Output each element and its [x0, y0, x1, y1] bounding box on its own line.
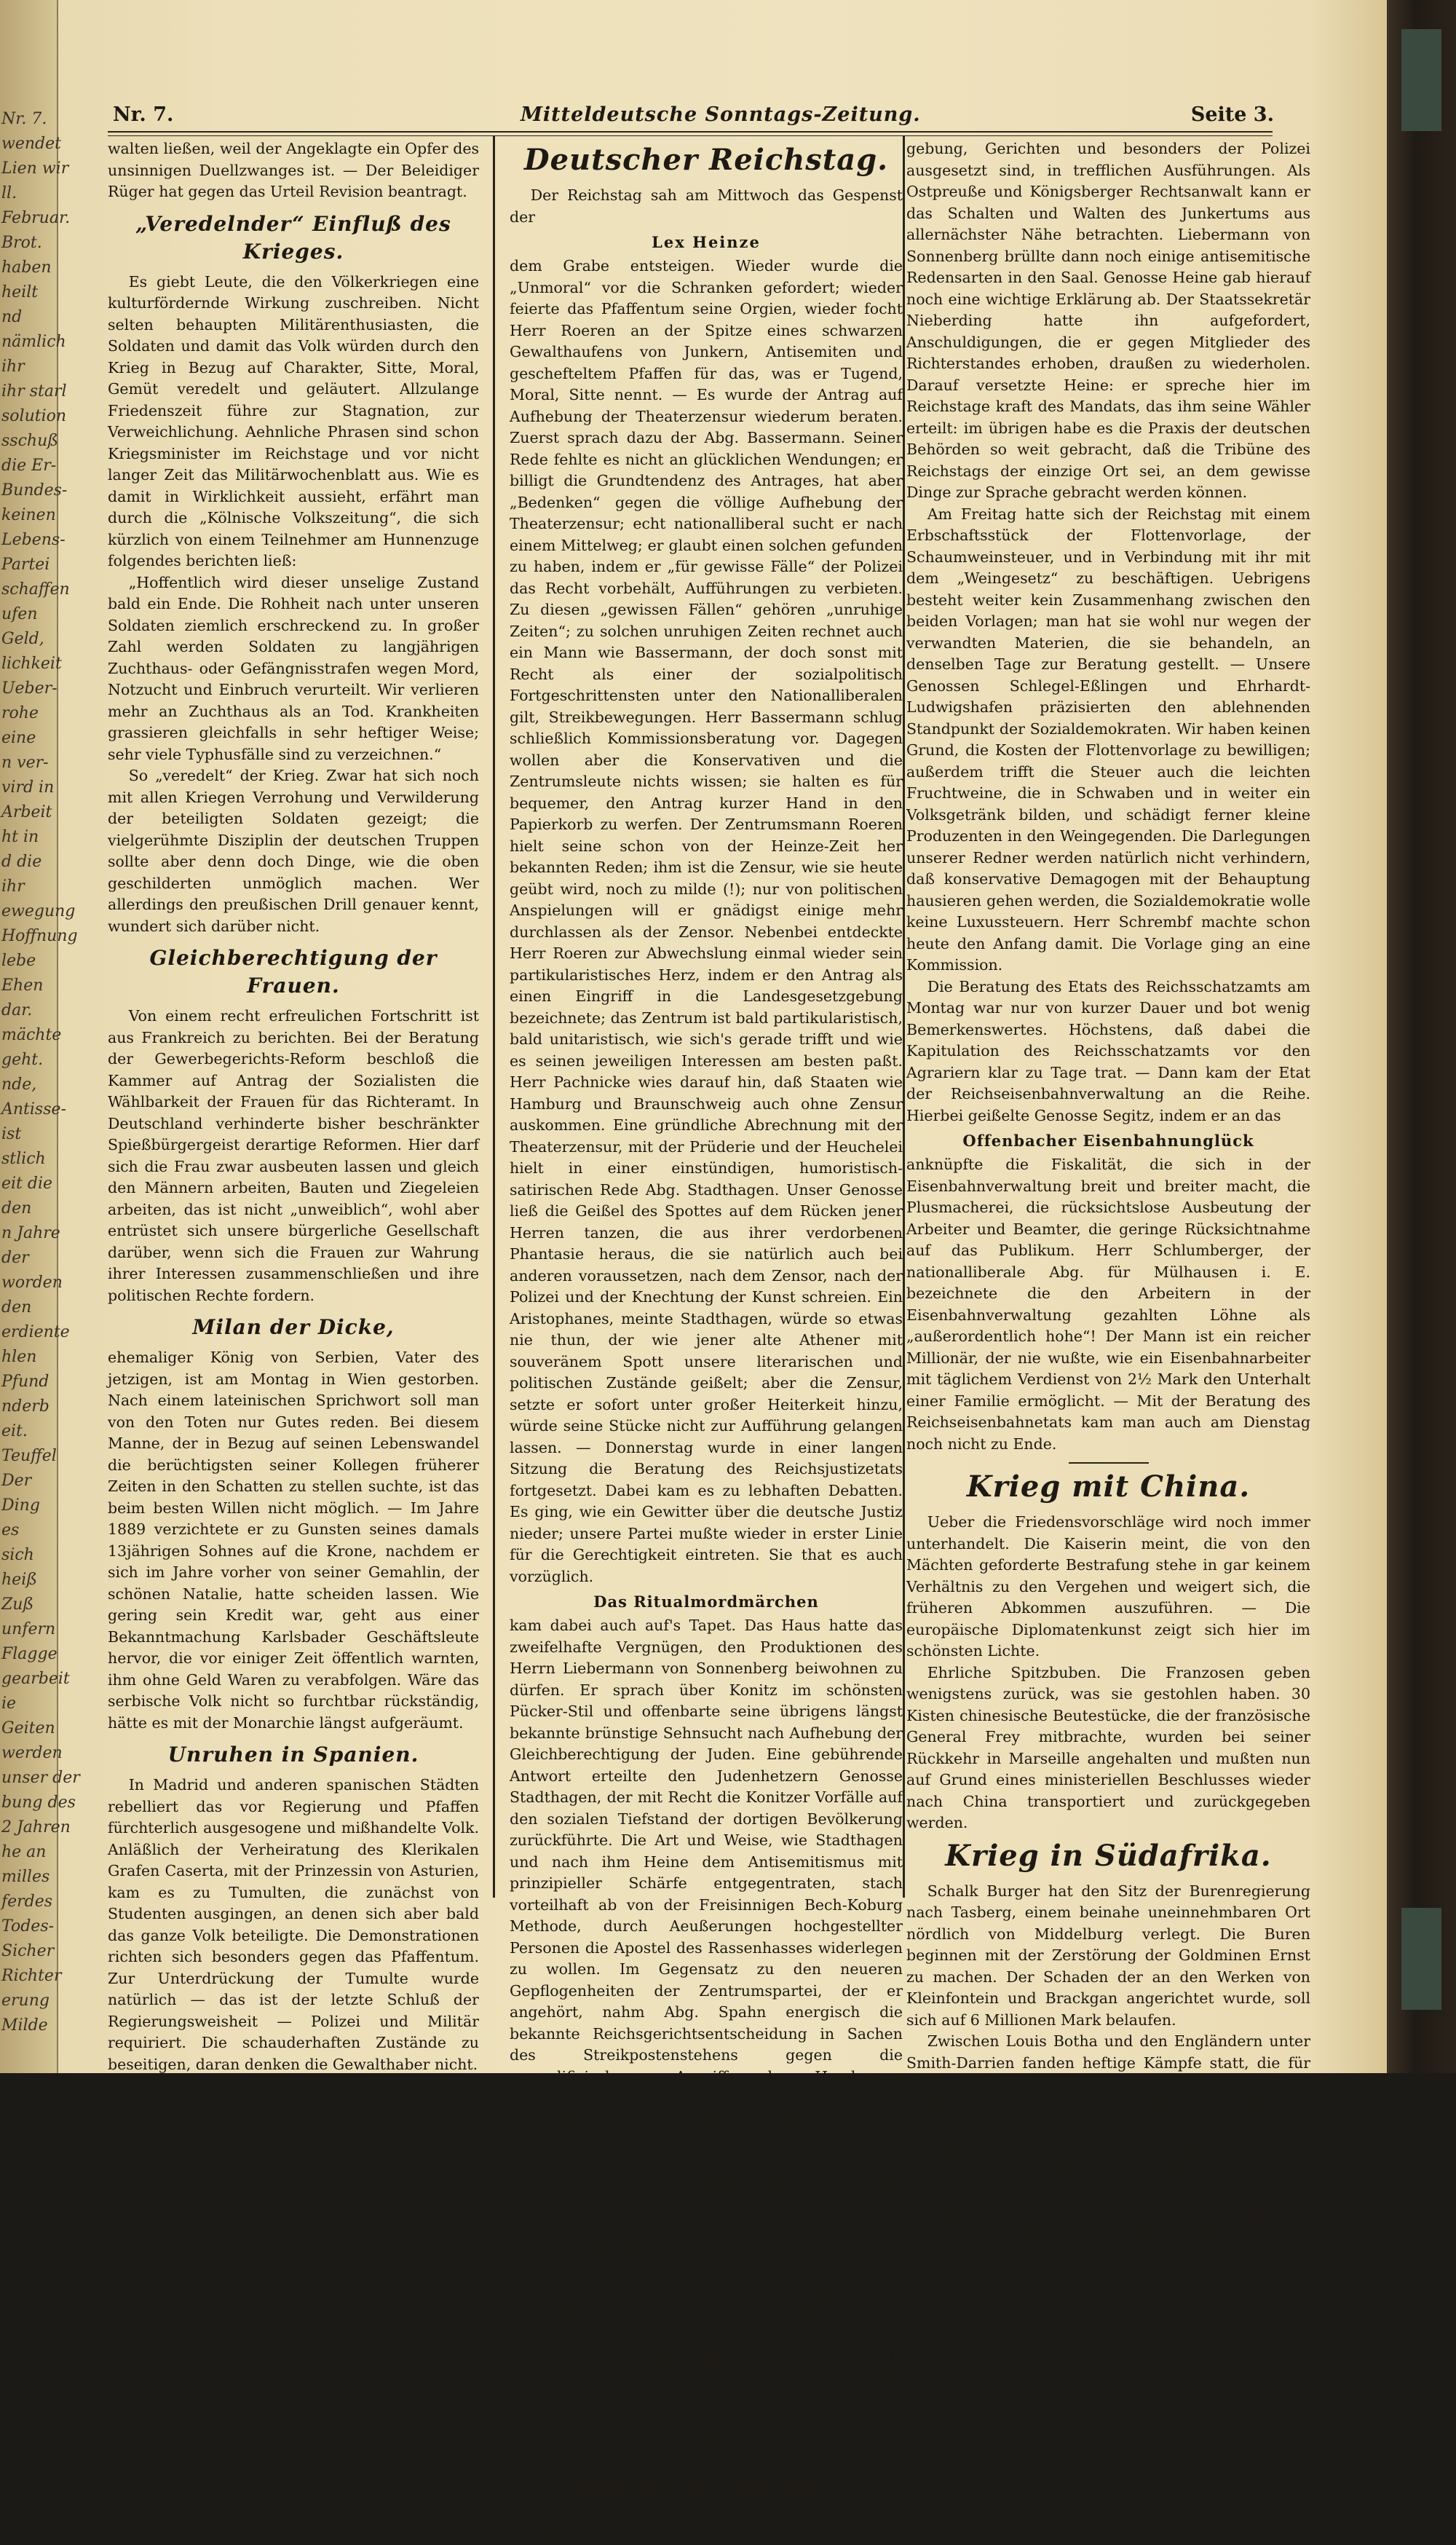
paragraph: gebung, Gerichten und besonders der Polizei ausgesetzt sind, in trefflichen Ausführungen. Als Ostpreuße und Königsberger Rechtsanwalt kann er das Schalten und Walten des Junkertums aus allernächster Nähe betrachten. Liebermann von Sonnenberg brüllte dann noch einige antisemitische Redensarten in den Saal. Genosse Heine gab hierauf noch eine wichtige Erklärung ab. Der Staatssekretär Nieberding hatte ihn aufgefordert, Anschuldigungen, die er gegen Mitglieder des Richterstandes erhoben, draußen zu wiederholen. Darauf versetzte Heine: er spreche hier im Reichstage kraft des Mandats, das ihm seine Wähler erteilt: im übrigen habe es die Praxis der deutschen Behörden so weit gebracht, daß die Tribüne des Reichstags der einzige Ort sei, an dem gewisse Dinge zur Sprache gebracht werden können.: [906, 140, 1310, 501]
margin-fragment: werden: [1, 1744, 63, 1762]
margin-fragment: Nr. 7.: [1, 110, 47, 128]
margin-fragment: ie: [1, 1694, 17, 1713]
paragraph: Am Freitag hatte sich der Reichstag mit einem Erbschaftsstück der Flottenvorlage, der Schaumweinsteuer, und in Verbindung mit ihr mit dem „Weingesetz“ zu beschäftigen. Uebrigens besteht weiter kein Zusammenhang zwischen den beiden Vorlagen; man hat sie wohl nur wegen der verwandten Materien, die sie behandeln, an denselben Tage zur Beratung gestellt. — Unsere Genossen Schlegel-Eßlingen und Ehrhardt-Ludwigshafen präzisierten den ablehnenden Standpunkt der Sozialdemokraten. Wir haben keinen Grund, die Kosten der Flottenvorlage zu bewilligen; außerdem trifft die Steuer auch die leichten Fruchtweine, die in Schwaben und in weiter ein Volksgetränk bilden, und schädigt ferner kleine Produzenten in den Weingegenden. Die Darlegungen unserer Redner werden natürlich nicht verhindern, daß konservative Demagogen mit der Behauptung hausieren gehen werden, die Sozialdemokratie wolle keine Luxussteuern. Herr Schrembf machte schon heute den Anfang damit. Die Vorlage ging an eine Kommission.: [906, 505, 1310, 974]
margin-fragment: vird in: [1, 778, 55, 797]
column-right: [906, 138, 1310, 2244]
margin-fragment: keinen: [1, 506, 56, 524]
margin-fragment: Geiten: [1, 1719, 55, 1737]
newspaper-title: Mitteldeutsche Sonntags-Zeitung.: [521, 103, 921, 126]
section-heading: Krieg in Südafrika.: [945, 1838, 1272, 1873]
margin-fragment: unfern: [1, 1620, 56, 1638]
margin-fragment: Februar.: [1, 209, 71, 227]
margin-fragment: mächte: [1, 1026, 62, 1044]
paragraph: Der Reichstag sah am Mittwoch das Gespenst der: [510, 186, 903, 226]
margin-fragment: den: [1, 1199, 32, 1218]
binding-band: [1401, 29, 1441, 131]
margin-fragment: ewegung: [1, 902, 76, 920]
page-number: Seite 3.: [1190, 103, 1274, 126]
margin-fragment: eine: [1, 729, 36, 747]
margin-fragment: ihr: [1, 877, 25, 896]
section-heading: Milan der Dicke,: [192, 1315, 395, 1339]
paragraph: ehemaliger König von Serbien, Vater des jetzigen, ist am Montag in Wien gestorben. Nach einem lateinischen Sprichwort soll man von den Toten nur Gutes reden. Bei diesem Manne, der in Bezug auf seinen Lebenswandel die berüchtigsten seiner Kollegen früherer Zeiten in den Schatten zu stellen suchte, ist das beim besten Willen nicht möglich. — Im Jahre 1889 verzichtete er zu Gunsten seines damals 13jährigen Sohnes auf die Krone, nachdem er sich im Jahre vorher von seiner Gemahlin, der schönen Natalie, hatte scheiden lassen. Wie gering sein Kredit war, geht aus einer Bekanntmachung Karlsbader Geschäftsleute hervor, die vor einiger Zeit öffentlich warnten, ihm ohne Geld Waren zu verabfolgen. Wäre das serbische Volk nicht so furchtbar rückständig, hätte es mit der Monarchie längst aufgeräumt.: [108, 1349, 479, 1732]
margin-fragment: Lebens-: [1, 531, 66, 549]
paragraph: Es giebt Leute, die den Völkerkriegen eine kulturfördernde Wirkung zuschreiben. Nicht selten behaupten Militärenthusiasten, die Soldaten und damit das Volk würden durch den Krieg in Bezug auf Charakter, Sitte, Moral, Gemüt veredelt und geläutert. Allzulange Friedenszeit führe zur Stagnation, zur Verweichlichung. Aehnliche Phrasen sind schon Kriegsminister im Reichstage und vor nicht langer Zeit das Militärwochenblatt aus. Wie es damit in Wirklichkeit aussieht, erfährt man durch die „Kölnische Volkszeitung“, die sich kürzlich von einem Teilnehmer am Hunnenzuge folgendes berichten ließ:: [108, 272, 479, 569]
column-divider: [903, 135, 905, 1898]
margin-fragment: eit die: [1, 1175, 53, 1193]
margin-fragment: Der: [1, 1472, 32, 1490]
paragraph: anknüpfte die Fiskalität, die sich in der Eisenbahnverwaltung breit und breiter macht, die Plusmacherei, die rücksichtslose Ausbeutung der Arbeiter und Beamter, die geringe Rücksichtnahme auf das Publikum. Herr Schlumberger, der nationalliberale Abg. für Mülhausen i. E. bezeichnete die den Arbeitern in der Eisenbahnverwaltung gezahlten Löhne als „außerordentlich hohe“! Der Mann ist ein reicher Millionär, der nie wußte, wie ein Eisenbahnarbeiter mit täglichem Verdienst von 2½ Mark den Unterhalt einer Familie ermöglicht. — Mit der Beratung des Reichseisenbahnetats kam man auch am Dienstag noch nicht zu Ende.: [906, 1156, 1310, 1453]
margin-fragment: den: [1, 1298, 32, 1317]
margin-fragment: Milde: [1, 2016, 48, 2035]
paragraph: ein, schilderte den furchtbaren Druck, dem sie von Gesetz-: [510, 2503, 903, 2543]
margin-fragment: erdiente: [1, 1323, 70, 1341]
margin-fragment: unser der: [1, 1769, 80, 1787]
margin-fragment: rohe: [1, 704, 39, 722]
margin-fragment: erung: [1, 1992, 50, 2010]
book-binding: [1387, 0, 1456, 2073]
margin-fragment: Sicher: [1, 1942, 55, 1960]
margin-fragment: gearbeit: [1, 1670, 70, 1688]
margin-fragment: der: [1, 1249, 29, 1267]
margin-fragment: haben: [1, 259, 52, 277]
margin-fragment: ihr starl: [1, 382, 67, 401]
issue-number: Nr. 7.: [113, 103, 174, 126]
margin-fragment: nd: [1, 308, 23, 326]
paragraph: In Madrid und anderen spanischen Städten rebelliert das vor Regierung und Pfaffen fürchterlich ausgesogene und mißhandelte Volk. Anläßlich der Verheiratung des Klerikalen Grafen Caserta, mit der Prinzessin von Asturien, kam es zu Tumulten, die zunächst von Studenten ausgingen, an denen sich aber bald das ganze Volk beteiligte. Die Demonstrationen richten sich besonders gegen das Pfaffentum. Zur Unterdrückung der Tumulte wurde natürlich — das ist der letzte Schluß der Regierungsweisheit — Polizei und Militär requiriert. Die schauderhaften Zustände zu beseitigen, daran denken die Gewalthaber nicht.: [108, 1776, 479, 2073]
margin-fragment: d die: [1, 853, 42, 871]
margin-fragment: worden: [1, 1274, 63, 1292]
margin-fragment: hlen: [1, 1348, 37, 1366]
margin-fragment: Brot.: [1, 234, 42, 252]
margin-fragment: es: [1, 1521, 20, 1539]
margin-fragment: schaffen: [1, 580, 70, 599]
margin-fragment: Ueber-: [1, 679, 58, 698]
margin-fragment: ht in: [1, 828, 39, 846]
margin-fragment: Ehen: [1, 976, 44, 995]
margin-fragment: lebe: [1, 952, 36, 970]
margin-fragment: Ding: [1, 1496, 40, 1515]
margin-fragment: Todes-: [1, 1917, 55, 1936]
margin-fragment: Pfund: [1, 1373, 50, 1391]
section-divider: [1069, 1462, 1149, 1464]
margin-fragment: Partei: [1, 556, 50, 574]
margin-fragment: Hoffnung: [1, 927, 78, 945]
binding-band: [1401, 1908, 1441, 2010]
header-rule: [108, 131, 1273, 136]
sub-heading: Lex Heinze: [652, 233, 761, 251]
margin-fragment: ferdes: [1, 1893, 53, 1911]
margin-fragment: he an: [1, 1843, 47, 1861]
paragraph: dem Grabe entsteigen. Wieder wurde die „Unmoral“ vor die Schranken gefordert; wieder feierte das Pfaffentum seine Orgien, wieder focht Herr Roeren an der Spitze eines schwarzen Gewalthaufens von Junkern, Antisemiten und geschefteltem Pfaffen für das, was er Tugend, Moral, Sitte nennt. — Es wurde der Antrag auf Aufhebung der Theaterzensur wiederum beraten. Zuerst sprach dazu der Abg. Bassermann. Seiner Rede fehlte es nicht an glücklichen Wendungen; er billigt die Grundtendenz des Antrages, hat aber „Bedenken“ gegen die völlige Aufhebung der Theaterzensur; echt nationalliberal sucht er nach einem Mittelweg; er glaubt einen solchen gefunden zu haben, indem er „für gewisse Fälle“ der Polizei das Recht vorbehält, Aufführungen zu verbieten. Zu diesen „gewissen Fällen“ gehören „unruhige Zeiten“; zu solchen unruhigen Zeiten rechnet auch ein Mann wie Bassermann, der doch sonst mit Recht als einer der sozialpolitisch Fortgeschrittensten unter den Nationalliberalen gilt, Streikbewegungen. Herr Bassermann schlug schließlich Kommissionsberatung vor. Dagegen wollen aber die Konservativen und die Zentrumsleute nichts wissen; sie halten es für bequemer, den Antrag kurzer Hand in den Papierkorb zu werfen. Der Zentrumsmann Roeren hielt seine schon von der Heinze-Zeit her bekannten Reden; ihm ist die Zensur, wie sie heute geübt wird, noch zu milde (!); nur von politischen Anspielungen will er gnädigst einige mehr durchlassen als der Zensor. Nebenbei entdeckte Herr Roeren zur Abwechslung einmal wieder sein partikularistisches Herz, indem er den Antrag als einen Eingriff in die Landesgesetzgebung bezeichnete; das Zentrum ist bald partikularistisch, bald unitaristisch, wie sich's gerade trifft und wie es seinen jeweiligen Interessen am besten paßt. Herr Pachnicke wies darauf hin, daß Staaten wie Hamburg und Braunschweig auch ohne Zensur auskommen. Eine gründliche Abrechnung mit der Theaterzensur, mit der Prüderie und der Heuchelei hielt in einer einstündigen, humoristisch-satirischen Rede Abg. Stadthagen. Unser Genosse ließ die Geißel des Spottes auf dem Rücken jener Herren tanzen, die aus ihrer verdorbenen Phantasie heraus, die sie natürlich auch bei anderen voraussetzen, nach dem Zensor, nach der Polizei und der Knechtung der Kunst schreien. Ein Aristophanes, meinte Stadthagen, würde so etwas nie thun, der wie jener alte Athener mit souveränem Spott unsere literarischen und politischen Zustände geißelt; aber die Zensur, setzte er sofort unter großer Heiterkeit hinzu, würde seine Stücke nicht zur Aufführung gelangen lassen. — Donnerstag wurde in einer langen Sitzung die Beratung des Reichsjustizetats fortgesetzt. Dabei kam es zu lebhaften Debatten. Es ging, wie ein Gewitter über die deutsche Justiz nieder; unsere Partei mußte wieder in erster Linie für die Gerechtigkeit eintreten. Sie that es auch vorzüglich.: [510, 257, 903, 1585]
paragraph: Von einem recht erfreulichen Fortschritt ist aus Frankreich zu berichten. Bei der Beratung der Gewerbegerichts-Reform beschloß die Kammer auf Antrag der Sozialisten die Wählbarkeit der Frauen für das Richteramt. In Deutschland verhinderte bisher beschränkter Spießbürgergeist derartige Reformen. Hier darf sich die Frau zwar ausbeuten lassen und gleich den Männern arbeiten, Bauten und Ziegeleien arbeiten, das ist nicht „unweiblich“, wohl aber entrüstet sich unsere bürgerliche Gesellschaft darüber, wenn sich die Frauen zur Wahrung ihrer Interessen zusammenschließen und ihre politischen Rechte fordern.: [108, 1007, 479, 1304]
sub-heading: Offenbacher Eisenbahnunglück: [962, 1132, 1254, 1150]
paragraph: kam dabei auch auf's Tapet. Das Haus hatte das zweifelhafte Vergnügen, den Produktionen des Herrn Liebermann von Sonnenberg beiwohnen zu dürfen. Er sprach über Konitz im schönsten Pücker-Stil und offenbarte seine übrigens längst bekannte brünstige Sehnsucht nach Aufhebung der Gleichberechtigung der Juden. Eine gebührende Antwort erteilte den Judenhetzern Genosse Stadthagen, der mit Recht die Konitzer Vorfälle auf den sozialen Tiefstand der dortigen Bevölkerung zurückführte. Die Art und Weise, wie Stadthagen und nach ihm Heine dem Antisemitismus mit prinzipieller Schärfe entgegentraten, stach vorteilhaft ab von der Freisinnigen Bech-Koburg Methode, durch Aeußerungen hochgestellter Personen die Apostel des Rassenhasses widerlegen zu wollen. Im Gegensatz zu den neueren Gepflogenheiten der Zentrumspartei, der er angehört, nahm Abg. Spahn energisch die bekannte Reichsgerichtsentscheidung in Sachen des Streikpostenstehens gegen die unqualifizierbaren Angriffe der Hamburger Nachrichten in Schutz und vertrat nachdrücklich gegenüber dem Staatssekretär Nieberding das Recht des Reichstags, Gerichtsurteile einer Kritik zu unterziehen. Eine formvollendete Rede hielt Genosse Rechtsanwalt Wolfgang Heine. Er wandte sich gegen die neuliche Erklärung des preußischen Justizministers im Abgeordnetenhause und verlangte Gleichheit der Konfessionen und Parteien vor dem Gesetz. Das Geschrei der Rechten, das bei dieser Stelle erscholl, bewies, daß die Junker nicht die einfachsten Grundsätze des Rechtsstaates anerkennen. Ferner unterzog Heine eine Anzahl in Majestätsbeleidigungsklagen ergangener Urteile einer eigenen Kritik und beleuchtete u. a. auch die verschiedenen Prozesse gegen Maximilian Harden. Nach Rickert, der unter dem Skandal der Rechten auf Liebermanns Anzapfungen antwortete, ergriff unser Genosse Haase das Wort. Er ging auf die: [510, 1617, 903, 2472]
margin-fragment: 2 Jahren: [1, 1818, 71, 1836]
section-heading: Unruhen in Spanien.: [167, 1743, 419, 1767]
margin-fragment: sich: [1, 1546, 34, 1564]
section-heading: „Veredelnder“ Einfluß des Krieges.: [135, 211, 451, 264]
section-heading: Deutscher Reichstag.: [523, 143, 889, 177]
paragraph: Ehrliche Spitzbuben. Die Franzosen geben wenigstens zurück, was sie gestohlen haben. 30 Kisten chinesische Beutestücke, die der französische General Frey mitbrachte, wurden bei seiner Rückkehr in Marseille angehalten und mußten nun auf Grund eines ministeriellen Beschlusses wieder nach China transportiert und zurückgegeben werden.: [906, 1663, 1310, 1831]
margin-fragment: Flagge: [1, 1645, 58, 1663]
margin-fragment: ufen: [1, 605, 38, 623]
margin-fragment: wendet: [1, 135, 61, 153]
margin-fragment: dar.: [1, 1001, 33, 1019]
margin-fragment: solution: [1, 407, 67, 425]
margin-fragment: ll.: [1, 184, 17, 202]
margin-fragment: geht.: [1, 1051, 44, 1069]
margin-fragment: Geld,: [1, 630, 44, 648]
margin-fragment: sschuß: [1, 432, 58, 450]
margin-fragment: eit.: [1, 1422, 28, 1440]
sub-heading: Verhältnisse der Landarbeiter: [567, 2479, 845, 2498]
column-divider: [493, 135, 495, 1898]
margin-fragment: heiß: [1, 1571, 37, 1589]
margin-fragment: Richter: [1, 1967, 62, 1985]
page-header: [113, 100, 1274, 130]
margin-fragment: Arbeit: [1, 803, 52, 821]
margin-fragment: nde,: [1, 1076, 37, 1094]
article-continuation: walten ließen, weil der Angeklagte ein Opfer des unsinnigen Duellzwanges ist. — Der Beleidiger Rüger hat gegen das Urteil Revision beantragt.: [108, 140, 479, 200]
paragraph: Die Beratung des Etats des Reichsschatzamts am Montag war nur von kurzer Dauer und bot wenig Bemerkenswertes. Höchstens, daß dabei die Kapitulation des Reichsschatzamts vor den Agrariern klar zu Tage trat. — Dann kam der Etat der Reichseisenbahnverwaltung an die Reihe. Hierbei geißelte Genosse Segitz, indem er an das: [906, 977, 1310, 1124]
paragraph: „Hoffentlich wird dieser unselige Zustand bald ein Ende. Die Rohheit nach unter unseren Soldaten ziemlich erschreckend zu. In großer Zahl werden Soldaten zu langjährigen Zuchthaus- oder Gefängnisstrafen wegen Mord, Notzucht und Einbruch verurteilt. Wir verlieren mehr an Zuchthaus als an Tod. Krankheiten grassieren gleichfalls in sehr heftiger Weise; sehr viele Typhusfälle sind zu verzeichnen.“: [108, 573, 479, 763]
column-left: [108, 138, 479, 2073]
margin-fragment: Zuß: [1, 1595, 34, 1614]
section-heading: Krieg mit China.: [966, 1469, 1251, 1504]
paragraph: So „veredelt“ der Krieg. Zwar hat sich noch mit allen Kriegen Verrohung und Verwilderung der beteiligten Soldaten gezeigt; die vielgerühmte Disziplin der deutschen Truppen sollte aber denn doch Dinge, wie die oben geschilderten unmöglich machen. Wer allerdings den preußischen Drill genauer kennt, wundert sich darüber nicht.: [108, 767, 479, 935]
section-heading: Gleichberechtigung der Frauen.: [149, 946, 438, 998]
paragraph: Schalk Burger hat den Sitz der Burenregierung nach Tasberg, einem beinahe uneinnehmbaren Ort nördlich von Middelburg verlegt. Die Buren beginnen mit der Zerstörung der Goldminen Ernst zu machen. Der Schaden der an den Werken von Kleinfontein und Brackgan angerichtet wurde, soll sich auf 6 Millionen Mark belaufen.: [906, 1882, 1310, 2029]
paragraph: Zwischen Louis Botha und den Engländern unter Smith-Darrien fanden heftige Kämpfe statt, die für die Engländer mit schweren Verlusten endeten. Sie mußten sich nach sechsstündigem Kampfe mit einem Verlust von 29 Todten, 74 Verwundeten, 22 Gefangenen zurückziehen. Die Verluste der Buren betrugen 2 Kommandanten, 2 Feldkornets, 20 Mann tot, über 50 Verwundete.: [906, 2032, 1310, 2201]
margin-fragment: stlich: [1, 1150, 46, 1168]
margin-fragment: ist: [1, 1125, 22, 1143]
margin-fragment: die Er-: [1, 457, 57, 475]
margin-fragment: Lien wir: [1, 159, 69, 178]
margin-fragment: Teuffel: [1, 1447, 57, 1465]
column-middle: [510, 138, 903, 2543]
margin-fragment: n ver-: [1, 754, 49, 772]
adjacent-page-margin: [0, 0, 80, 2073]
margin-fragment: nderb: [1, 1397, 50, 1416]
paragraph: Englischerseits wird berichtet, die Engländer stehen im Begriff, vier große Offensiv-Beweg-: [906, 2204, 1310, 2244]
margin-fragment: Bundes-: [1, 481, 68, 500]
paragraph: Ueber die Friedensvorschläge wird noch immer unterhandelt. Die Kaiserin meint, die von den Mächten geforderte Bestrafung stehe in gar keinem Verhältnis zu den Vergehen und weigert sich, die früheren Abkommen auszuführen. — Die europäische Diplomatenkunst zeigt sich hier im schönsten Lichte.: [906, 1513, 1310, 1660]
margin-fragment: milles: [1, 1868, 50, 1886]
margin-fragment: lichkeit: [1, 655, 62, 673]
margin-fragment: heilt: [1, 283, 39, 301]
margin-fragment: n Jahre: [1, 1224, 60, 1242]
margin-fragment: Antisse-: [1, 1100, 66, 1118]
margin-fragment: bung des: [1, 1794, 76, 1812]
margin-fragment: nämlich: [1, 333, 66, 351]
margin-fragment: ihr: [1, 358, 25, 376]
sub-heading: Das Ritualmordmärchen: [593, 1593, 819, 1611]
